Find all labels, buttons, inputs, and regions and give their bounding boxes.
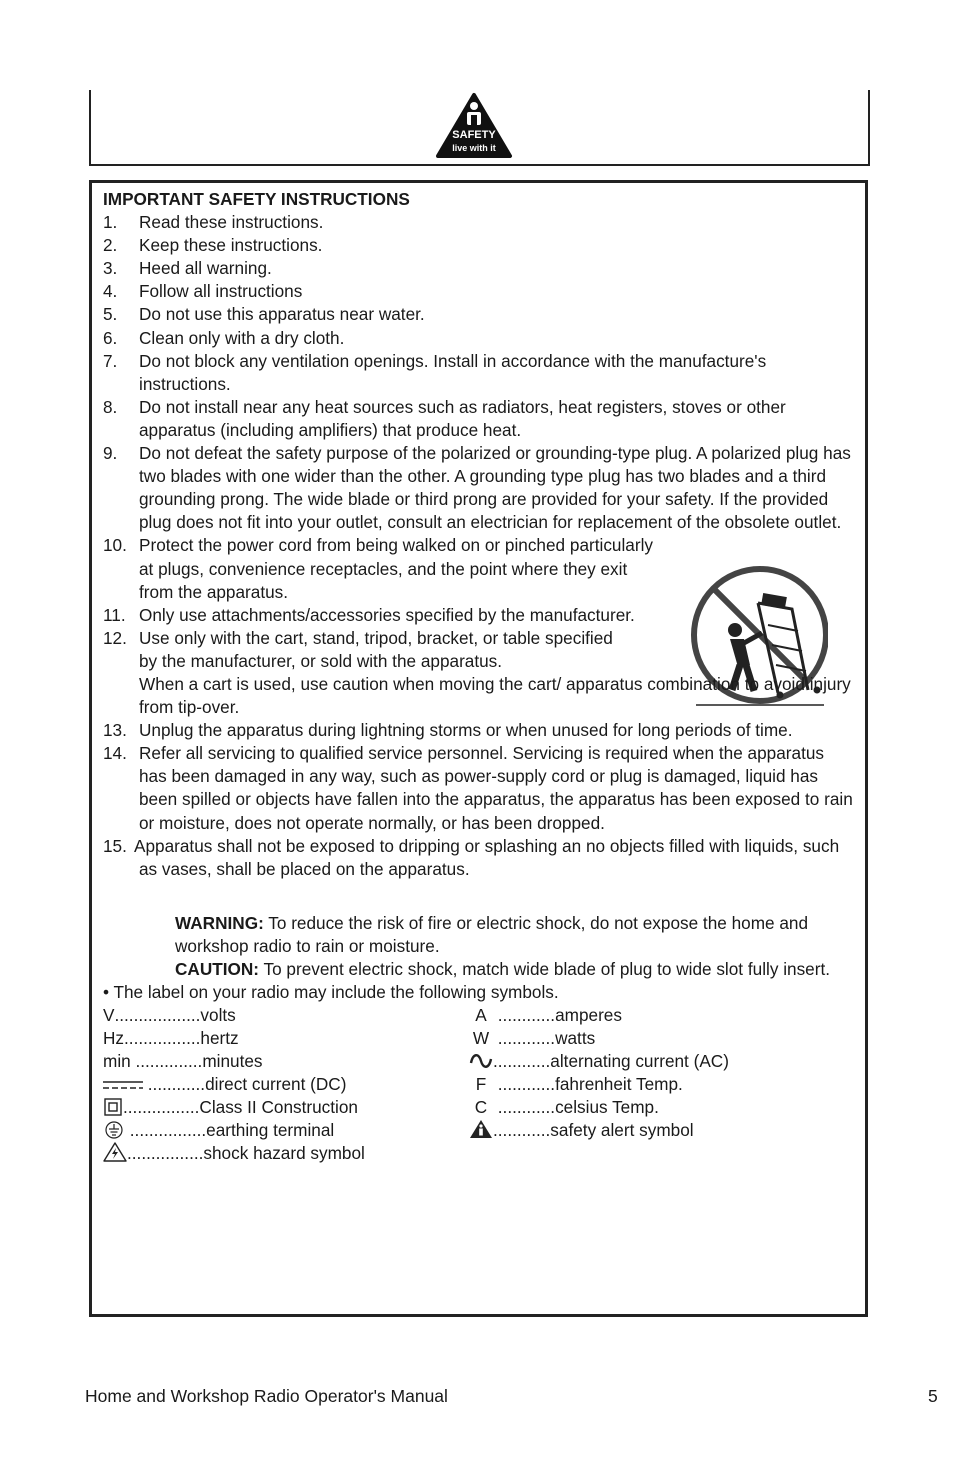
safety-alert-icon: [469, 1119, 493, 1139]
item-text: Refer all servicing to qualified service personnel. Servicing is required when the apparatus has been damaged in any way, such as power-supply cord or plug is damaged, liquid has been spilled or objects have fallen into the apparatus, the apparatus has been exposed to rain or moisture, does not operate normally, or has been dropped.: [139, 743, 853, 833]
symbol-desc: ............fahrenheit Temp.: [493, 1074, 683, 1095]
item-number: 6.: [103, 327, 118, 348]
item-text: Do not block any ventilation openings. Install in accordance with the manufacture's instructions.: [139, 350, 767, 394]
item-text-continued: When a cart is used, use caution when moving the cart/ apparatus combination to avoid injury from tip-over.: [139, 673, 851, 718]
item-number: 9.: [103, 443, 118, 464]
instructions-content: [103, 188, 855, 1166]
item-text: Heed all warning.: [139, 258, 272, 279]
list-item: [103, 719, 855, 742]
warning-note: [103, 912, 855, 958]
symbol-desc: ................earthing terminal: [125, 1120, 335, 1141]
symbol-key: V: [103, 1005, 115, 1026]
item-text: Only use attachments/accessories specified by the manufacturer.: [139, 604, 635, 625]
item-number: 8.: [103, 396, 118, 417]
list-item: [103, 350, 855, 396]
list-item: [103, 604, 659, 627]
list-item: [103, 234, 855, 257]
logo-text-slogan: live with it: [452, 143, 496, 153]
symbol-desc: ............celsius Temp.: [493, 1097, 659, 1118]
list-item: [103, 534, 659, 603]
symbol-desc: ..................volts: [114, 1005, 236, 1026]
item-number: 4.: [103, 281, 118, 302]
item-text: Apparatus shall not be exposed to dripping or splashing an no objects filled with liquids, such as vases, shall be placed on the apparatus.: [134, 835, 840, 879]
symbol-key: W: [472, 1028, 490, 1049]
page-number: 5: [928, 1386, 938, 1406]
list-item: [103, 280, 855, 303]
safety-logo: [435, 92, 513, 160]
item-number: 15.: [103, 835, 127, 856]
item-text: Protect the power cord from being walked on or pinched particularly at plugs, convenience receptacles, and the point where they exit from the apparatus.: [139, 535, 653, 602]
symbol-ac: [469, 1050, 729, 1073]
symbol-key: A: [475, 1005, 487, 1026]
item-text: Keep these instructions.: [139, 235, 323, 256]
item-text: Do not defeat the safety purpose of the polarized or grounding-type plug. A polarized plug has two blades with one wider than the other. A grounding type plug has two blades and a third grounding prong. The wide blade or third prong are provided for your safety. If the provided plug does not fit into your outlet, consult an electrician for replacement of the obsolete outlet.: [139, 443, 851, 533]
list-item: [103, 442, 855, 534]
symbol-desc: ..............minutes: [130, 1051, 263, 1072]
symbol-dc: [103, 1073, 346, 1096]
class-ii-icon: [103, 1098, 123, 1116]
item-text: Read these instructions.: [139, 212, 324, 233]
item-number: 12.: [103, 627, 127, 648]
item-text: Follow all instructions: [139, 281, 303, 302]
symbols-intro: • The label on your radio may include the following symbols.: [103, 982, 559, 1003]
symbol-desc: ................Class II Construction: [123, 1097, 358, 1118]
symbol-safety-alert: [469, 1119, 694, 1142]
item-number: 11.: [103, 604, 126, 625]
symbol-fahrenheit: [469, 1073, 683, 1096]
symbol-watts: [469, 1027, 595, 1050]
list-item: [103, 742, 855, 834]
symbol-desc: ............safety alert symbol: [493, 1120, 694, 1141]
item-number: 7.: [103, 350, 118, 371]
item-number: 14.: [103, 743, 127, 764]
earth-terminal-icon: [103, 1121, 125, 1139]
symbol-volts: [103, 1004, 236, 1027]
caution-note: [103, 958, 855, 981]
list-item: [103, 327, 855, 350]
ac-icon: [469, 1052, 493, 1070]
symbol-class-ii: [103, 1096, 358, 1119]
list-item: [103, 257, 855, 280]
item-text: Do not use this apparatus near water.: [139, 304, 425, 325]
list-item: [103, 211, 855, 234]
symbols-legend: [103, 1004, 855, 1166]
symbol-desc: ............amperes: [493, 1005, 622, 1026]
symbol-desc: ............alternating current (AC): [493, 1051, 729, 1072]
symbol-key: F: [475, 1074, 487, 1095]
caution-label: CAUTION:: [175, 959, 260, 979]
symbol-celsius: [469, 1096, 659, 1119]
caution-text: To prevent electric shock, match wide blade of plug to wide slot fully insert.: [259, 959, 831, 979]
symbol-desc: ................shock hazard symbol: [127, 1143, 365, 1164]
symbol-desc: ................hertz: [124, 1028, 239, 1049]
symbol-earthing: [103, 1119, 334, 1142]
list-item: [103, 627, 855, 719]
item-number: 2.: [103, 235, 118, 256]
item-text: Use only with the cart, stand, tripod, bracket, or table specified by the manufacturer, or sold with the apparatus.: [139, 627, 613, 671]
footer-manual-title: Home and Workshop Radio Operator's Manual: [85, 1386, 448, 1406]
symbol-key: Hz: [103, 1028, 125, 1049]
dc-icon: [103, 1077, 143, 1093]
list-item: [103, 396, 855, 442]
symbol-key: min: [103, 1051, 131, 1072]
list-item: [103, 303, 855, 326]
item-text: Do not install near any heat sources such as radiators, heat registers, stoves or other apparatus (including amplifiers) that produce heat.: [139, 396, 786, 440]
item-text: Unplug the apparatus during lightning storms or when unused for long periods of time.: [139, 720, 793, 741]
symbol-shock-hazard: [103, 1142, 365, 1165]
item-text: Clean only with a dry cloth.: [139, 327, 345, 348]
section-heading: IMPORTANT SAFETY INSTRUCTIONS: [103, 189, 410, 209]
list-item: [103, 835, 855, 881]
symbol-amperes: [469, 1004, 622, 1027]
warning-label: WARNING:: [175, 912, 264, 933]
symbol-desc: ............watts: [493, 1028, 596, 1049]
item-number: 10.: [103, 535, 127, 556]
item-number: 1.: [103, 212, 118, 233]
shock-hazard-icon: [103, 1142, 127, 1162]
logo-text-safety: SAFETY: [452, 129, 496, 141]
item-number: 13.: [103, 720, 127, 741]
item-number: 5.: [103, 304, 118, 325]
symbol-key: C: [474, 1097, 488, 1118]
item-number: 3.: [103, 258, 118, 279]
warning-text: To reduce the risk of fire or electric shock, do not expose the home and workshop radio to rain or moisture.: [175, 912, 809, 956]
symbol-desc: ............direct current (DC): [143, 1074, 347, 1095]
symbol-minutes: [103, 1050, 263, 1073]
symbol-hertz: [103, 1027, 239, 1050]
